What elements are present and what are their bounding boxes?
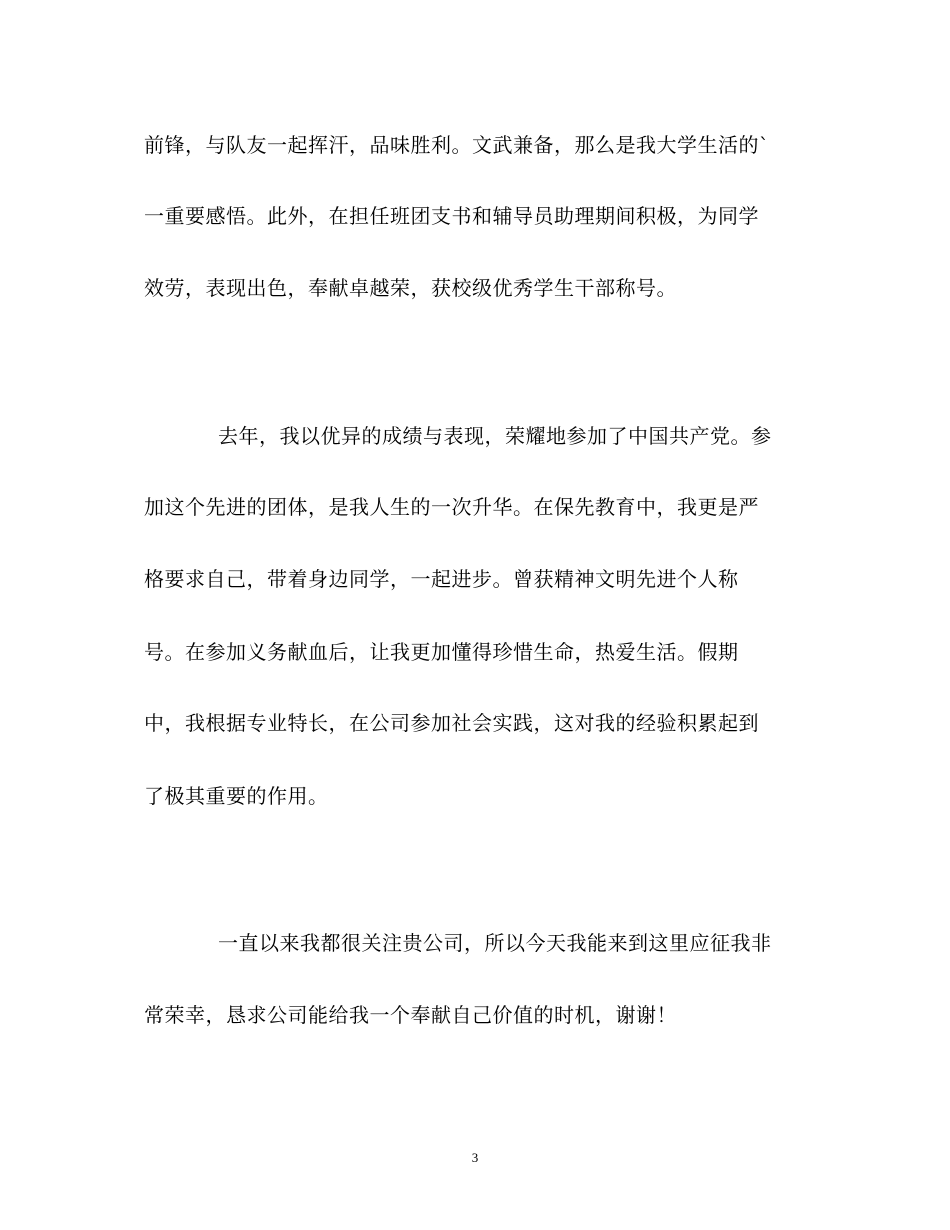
- paragraph-3-line-2: 常荣幸，恳求公司能给我一个奉献自己价值的时机，谢谢！: [144, 1003, 677, 1027]
- paragraph-1-line-1: 前锋，与队友一起挥汗，品味胜利。文武兼备，那么是我大学生活的`: [144, 133, 770, 157]
- paragraph-2-line-6: 了极其重要的作用。: [144, 784, 329, 808]
- paragraph-2-line-3: 格要求自己，带着身边同学，一起进步。曾获精神文明先进个人称: [144, 567, 739, 591]
- page-number: 3: [471, 1150, 479, 1165]
- paragraph-1-line-3: 效劳，表现出色，奉献卓越荣，获校级优秀学生干部称号。: [144, 276, 677, 300]
- paragraph-3-line-1: 一直以来我都很关注贵公司，所以今天我能来到这里应征我非: [218, 931, 772, 955]
- paragraph-1-line-2: 一重要感悟。此外，在担任班团支书和辅导员助理期间积极，为同学: [144, 204, 759, 228]
- paragraph-2-line-1: 去年，我以优异的成绩与表现，荣耀地参加了中国共产党。参: [218, 424, 772, 448]
- paragraph-2-line-4: 号。在参加义务献血后，让我更加懂得珍惜生命，热爱生活。假期: [144, 640, 739, 664]
- paragraph-2-line-2: 加这个先进的团体，是我人生的一次升华。在保先教育中，我更是严: [144, 495, 759, 519]
- paragraph-2-line-5: 中，我根据专业特长，在公司参加社会实践，这对我的经验积累起到: [144, 711, 759, 735]
